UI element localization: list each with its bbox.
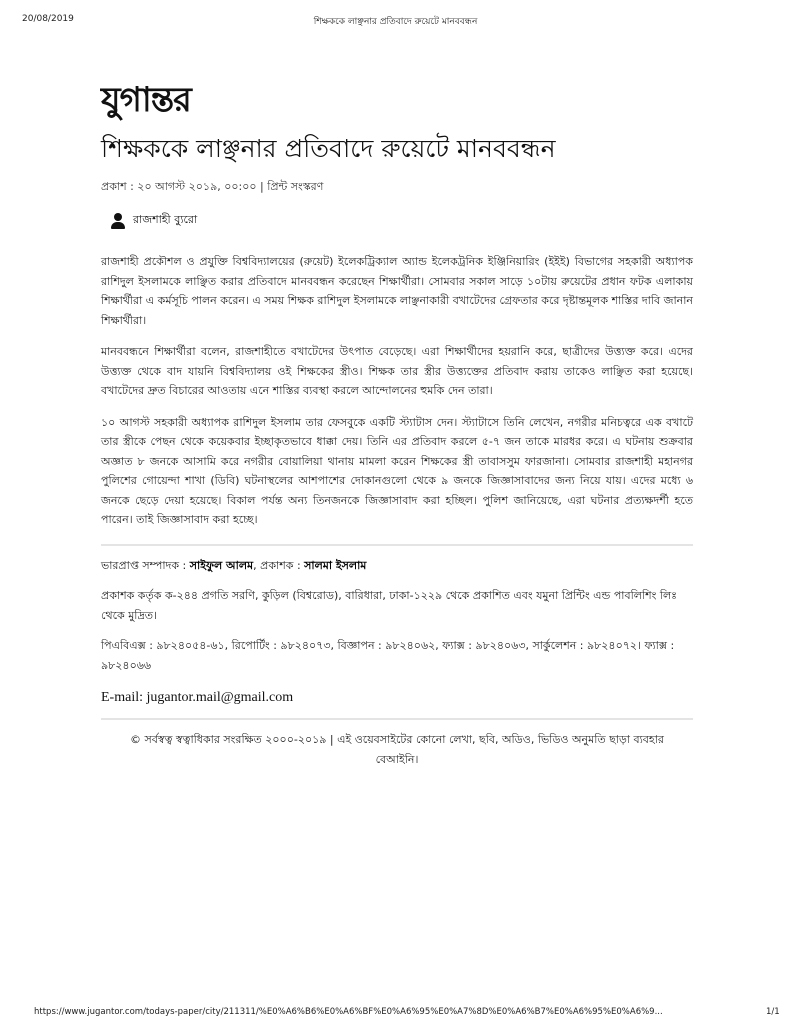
article-paragraph: ১০ আগস্ট সহকারী অধ্যাপক রাশিদুল ইসলাম তার ফেসবুকে একটি স্ট্যাটাস দেন। স্ট্যাটাসে তিনি লেখেন, নগরীর মনিচত্বরে এক বখাটে তার স্ত্রীকে পেছন থেকে কয়েকবার ইচ্ছাকৃতভাবে ধাক্কা দেয়। তিনি এর প্রতিবাদ করলে ৫-৭ জন তাকে মারধর করে। এ ঘটনায় শুক্রবার অজ্ঞাত ৮ জনকে আসামি করে নগরীর বোয়ালিয়া থানায় মামলা করেন শিক্ষকের স্ত্রী তাবাসসুম ফারজানা। সোমবার রাজশাহী মহানগর পুলিশের গোয়েন্দা শাখা (ডিবি) ঘটনাস্থলের আশপাশের দোকানগুলো থেকে ৯ জনকে জিজ্ঞাসাবাদের জন্য নিয়ে যায়। এদের মধ্যে ৬ জনকে ছেড়ে দেয়া হয়েছে। বিকাল পর্যন্ত অন্য তিনজনকে জিজ্ঞাসাবাদ করা হচ্ছিল। পুলিশ জানিয়েছে, এরা ঘটনার প্রত্যক্ষদর্শী হতে পারেন। তাই জিজ্ঞাসাবাদ করা হচ্ছে। [101, 415, 693, 526]
user-icon [111, 213, 125, 229]
contact-email[interactable]: E-mail: jugantor.mail@gmail.com [101, 689, 294, 705]
publish-meta: প্রকাশ : ২০ আগস্ট ২০১৯, ০০:০০ | প্রিন্ট সংস্করণ [101, 180, 324, 193]
copyright-notice: © সর্বস্বত্ব স্বত্বাধিকার সংরক্ষিত ২০০০-২০১৯ | এই ওয়েবসাইটের কোনো লেখা, ছবি, অডিও, ভিডিও অনুমতি ছাড়া ব্যবহার বেআইনি। [130, 732, 664, 766]
editor-name: সাইফুল আলম [189, 558, 254, 572]
print-url: https://www.jugantor.com/todays-paper/city/211311/%E0%A6%B6%E0%A6%BF%E0%A6%95%E0%A7%8D%E0%A6%B7%E0%A6%95%E0%A6%9... [34, 1007, 663, 1017]
contact-phones: পিএবিএক্স : ৯৮২৪০৫৪-৬১, রিপোর্টিং : ৯৮২৪০৭৩, বিজ্ঞাপন : ৯৮২৪০৬২, ফ্যাক্স : ৯৮২৪০৬৩, সার্কুলেশন : ৯৮২৪০৭২। ফ্যাক্স : ৯৮২৪০৬৬ [101, 638, 675, 672]
publisher-label: , প্রকাশক : [253, 558, 305, 572]
author-byline [111, 211, 693, 230]
divider [101, 544, 693, 546]
publisher-address: প্রকাশক কর্তৃক ক-২৪৪ প্রগতি সরণি, কুড়িল (বিশ্বরোড), বারিধারা, ঢাকা-১২২৯ থেকে প্রকাশিত এবং যমুনা প্রিন্টিং এন্ড পাবলিশিং লিঃ থেকে মুদ্রিত। [101, 588, 678, 622]
editor-line [101, 556, 693, 576]
article-page [101, 78, 693, 770]
jugantor-logo[interactable]: যুগান্তর [101, 80, 191, 120]
print-date: 20/08/2019 [22, 14, 74, 24]
page-number: 1/1 [766, 1007, 780, 1017]
article-paragraph: রাজশাহী প্রকৌশল ও প্রযুক্তি বিশ্ববিদ্যালয়ের (রুয়েট) ইলেকট্রিক্যাল অ্যান্ড ইলেকট্রনিক ইঞ্জিনিয়ারিং (ইইই) বিভাগের সহকারী অধ্যাপক রাশিদুল ইসলামকে লাঞ্ছিত করার প্রতিবাদে মানববন্ধন করেছেন শিক্ষার্থীরা। সোমবার সকাল সাড়ে ১০টায় রুয়েটের প্রধান ফটক এলাকায় শিক্ষার্থীরা এ কর্মসূচি পালন করেন। এ সময় শিক্ষক রাশিদুল ইসলামকে লাঞ্ছনাকারী বখাটেদের গ্রেফতার করে দৃষ্টান্তমূলক শাস্তির দাবি জানান শিক্ষার্থীরা। [101, 255, 693, 327]
article-paragraph: মানববন্ধনে শিক্ষার্থীরা বলেন, রাজশাহীতে বখাটেদের উৎপাত বেড়েছে। এরা শিক্ষার্থীদের হয়রানি করে, ছাত্রীদের উত্ত্যক্ত করে। এদের উত্ত্যক্ত থেকে বাদ যায়নি বিশ্ববিদ্যালয় ওই শিক্ষকের স্ত্রীও। শিক্ষক তার স্ত্রীর উত্ত্যক্তের প্রতিবাদ করায় তাকেও লাঞ্ছিত করা হয়েছে। বখাটেদের দ্রুত বিচারের আওতায় এনে শাস্তির ব্যবস্থা করলে আন্দোলনের হুমকি দেন তারা। [101, 345, 693, 397]
publisher-name: সালমা ইসলাম [304, 558, 367, 572]
article-title: শিক্ষককে লাঞ্ছনার প্রতিবাদে রুয়েটে মানববন্ধন [101, 134, 556, 163]
editor-label: ভারপ্রাপ্ত সম্পাদক : [101, 558, 190, 572]
divider [101, 718, 693, 720]
print-page-title: শিক্ষককে লাঞ্ছনার প্রতিবাদে রুয়েটে মানববন্ধন [313, 17, 478, 27]
author-name: রাজশাহী ব্যুরো [133, 213, 198, 226]
